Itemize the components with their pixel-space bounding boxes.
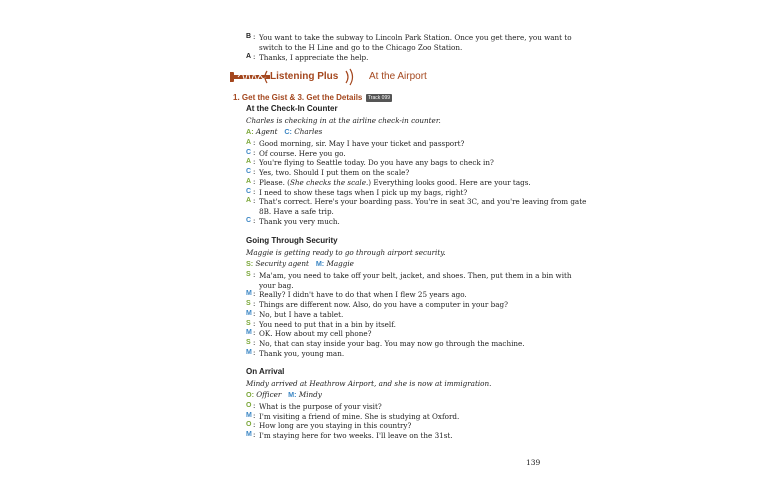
section-title: 1. Get the Gist & 3. Get the Details — [233, 93, 363, 102]
dialogue-text: Good morning, sir. May I have your ticket and passport? — [259, 139, 465, 148]
speaker-colon: : — [253, 52, 256, 61]
speaker-colon: : — [253, 216, 256, 225]
dialogue-text: No, but I have a tablet. — [259, 309, 344, 319]
speaker-colon: : — [253, 187, 256, 196]
legend-key-a: S: — [246, 259, 254, 268]
stage-direction: She checks the scale. — [290, 177, 369, 187]
banner-title: Listening Plus — [270, 71, 339, 82]
speaker-colon: : — [253, 177, 256, 186]
dialogue-text: You need to put that in a bin by itself. — [259, 319, 396, 329]
speaker-label: C — [246, 168, 252, 176]
speaker-colon: : — [253, 329, 256, 338]
speaker-label: S — [246, 300, 251, 308]
dialogue-text: I need to show these tags when I pick up my bags, right? — [259, 187, 468, 197]
speaker-colon: : — [253, 271, 256, 279]
dialogue-text: Please. (She checks the scale.) Everything looks good. Here are your tags. — [259, 177, 531, 187]
speaker-label: S — [246, 338, 251, 346]
arrival-description: Mindy arrived at Heathrow Airport, and she is now at immigration. — [246, 379, 492, 388]
legend-key-b: M: — [288, 390, 297, 399]
speaker-colon: : — [253, 158, 256, 167]
dialogue-text: Thanks, I appreciate the help. — [259, 52, 369, 62]
legend-label-a: Security agent — [255, 259, 309, 268]
dialogue-text: Thank you very much. — [259, 216, 340, 226]
dialogue-text-continued: switch to the H Line and go to the Chicago Zoo Station. — [259, 42, 463, 52]
arrival-legend — [246, 390, 322, 399]
speaker-colon: : — [253, 290, 256, 299]
dialogue-text-continued: 8B. Have a safe trip. — [259, 206, 334, 216]
speaker-colon: : — [253, 348, 256, 357]
speaker-label: M — [246, 348, 252, 356]
security-description: Maggie is getting ready to go through airport security. — [246, 248, 446, 257]
speaker-label: O — [246, 402, 252, 409]
security-legend — [246, 259, 354, 268]
speaker-label: M — [246, 309, 252, 317]
speaker-label: A — [246, 177, 252, 185]
dialogue-text: I'm staying here for two weeks. I'll leave on the 31st. — [259, 431, 453, 441]
speaker-colon: : — [253, 139, 256, 147]
speaker-label: M — [246, 431, 252, 439]
legend-label-b: Mindy — [298, 390, 322, 399]
legend-label-a: Officer — [256, 390, 282, 399]
speaker-label: S — [246, 271, 251, 278]
page-number: 139 — [526, 458, 541, 467]
speaker-colon: : — [253, 411, 256, 420]
dialogue-text: Thank you, young man. — [259, 348, 345, 358]
speaker-colon: : — [253, 168, 256, 177]
legend-key-a: A: — [246, 127, 254, 136]
speaker-label: A — [246, 158, 252, 166]
dialogue-text: You want to take the subway to Lincoln Park Station. Once you get there, you want to — [259, 33, 572, 42]
dialogue-text: Ma'am, you need to take off your belt, jacket, and shoes. Then, put them in a bin with — [259, 271, 572, 280]
dialogue-text-continued: your bag. — [259, 280, 294, 290]
speaker-label: C — [246, 187, 252, 195]
speaker-colon: : — [253, 338, 256, 347]
legend-label-a: Agent — [255, 127, 278, 136]
speaker-label: A — [246, 197, 252, 205]
dialogue-text: Really? I didn't have to do that when I flew 25 years ago. — [259, 290, 467, 300]
speaker-colon: : — [253, 197, 256, 206]
speaker-colon: : — [253, 148, 256, 157]
dialogue-text: No, that can stay inside your bag. You may now go through the machine. — [259, 338, 525, 348]
dialogue-text: Yes, two. Should I put them on the scale? — [259, 168, 410, 178]
speaker-label: M — [246, 329, 252, 337]
speaker-colon: : — [253, 309, 256, 318]
speaker-label: M — [246, 411, 252, 419]
speaker-colon: : — [253, 33, 256, 41]
speaker-label: S — [246, 319, 251, 327]
checkin-description: Charles is checking in at the airline check-in counter. — [246, 116, 441, 125]
legend-label-b: Charles — [294, 127, 323, 136]
legend-key-b: C: — [284, 127, 292, 136]
dialogue-text: Of course. Here you go. — [259, 148, 346, 158]
speaker-colon: : — [253, 300, 256, 309]
speaker-colon: : — [253, 402, 256, 410]
dialogue-text: How long are you staying in this country? — [259, 421, 412, 431]
security-heading: Going Through Security — [246, 236, 338, 245]
speaker-label: M — [246, 290, 252, 298]
speaker-label: A — [246, 139, 252, 146]
banner-subtitle: At the Airport — [369, 71, 427, 82]
checkin-heading: At the Check-In Counter — [246, 104, 338, 113]
speaker-colon: : — [253, 319, 256, 328]
speaker-label: O — [246, 421, 252, 429]
speaker-label: C — [246, 216, 252, 224]
dialogue-text: You're flying to Seattle today. Do you have any bags to check in? — [259, 158, 494, 168]
speaker-colon: : — [253, 421, 256, 430]
speaker-label: C — [246, 148, 252, 156]
dialogue-text: What is the purpose of your visit? — [259, 402, 382, 411]
legend-key-a: O: — [246, 390, 254, 399]
speaker-label: A — [246, 52, 252, 60]
track-badge[interactable]: Track 099 — [367, 95, 391, 101]
dialogue-text: I'm visiting a friend of mine. She is studying at Oxford. — [259, 411, 460, 421]
legend-key-b: M: — [315, 259, 325, 268]
dialogue-text: Things are different now. Also, do you have a computer in your bag? — [259, 300, 508, 310]
dialogue-text: That's correct. Here's your boarding pass. You're in seat 3C, and you're leaving from gate — [259, 197, 587, 207]
arrival-heading: On Arrival — [246, 367, 285, 376]
checkin-legend — [246, 127, 322, 136]
speaker-label: B — [246, 33, 252, 40]
dialogue-text: OK. How about my cell phone? — [259, 329, 372, 339]
speaker-colon: : — [253, 431, 256, 440]
legend-label-b: Maggie — [326, 259, 354, 268]
